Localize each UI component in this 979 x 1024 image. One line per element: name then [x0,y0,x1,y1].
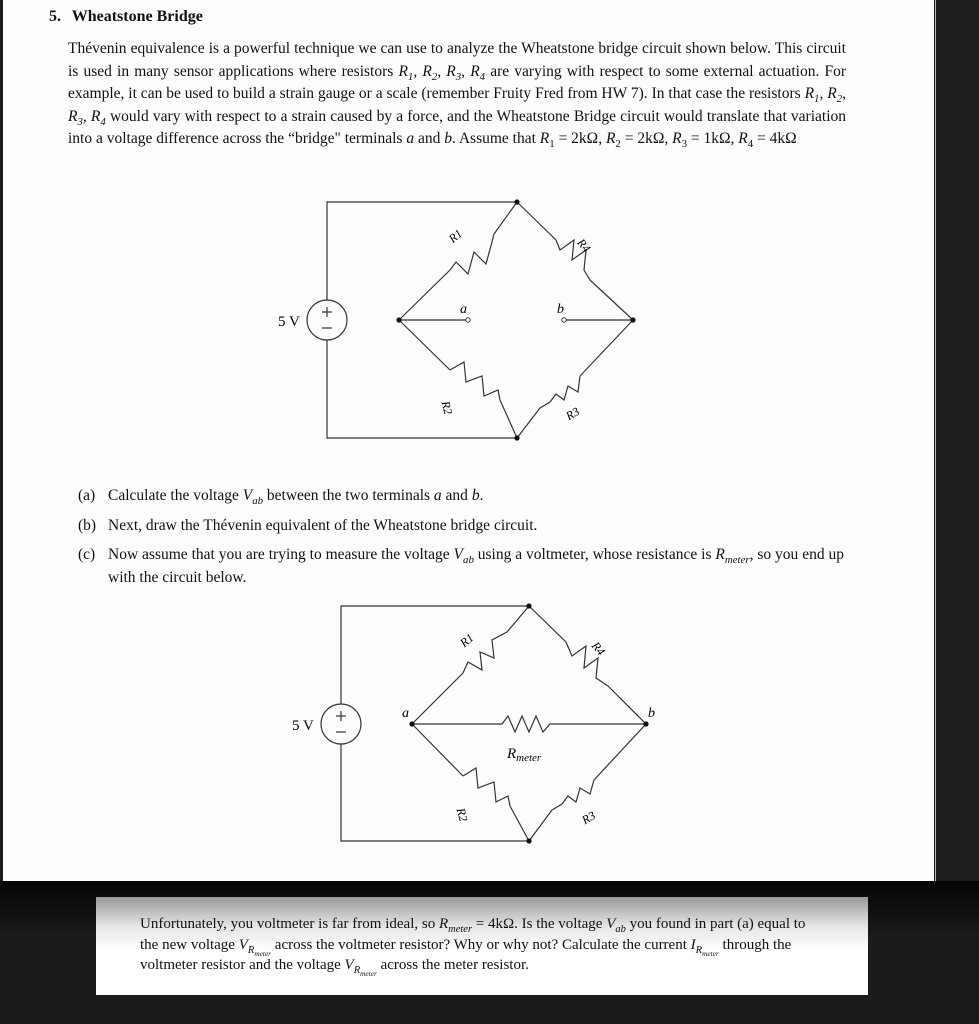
resistor-values: $R_1 = 2k\Omega$, $R_2 = 2k\Omega$, $R_3 = 1k\Omega$, $R_4 = 4k\Omega$ [539,130,797,151]
problem-title-text: Wheatstone Bridge [71,8,203,25]
source-label: 5 V [292,718,314,734]
vab-symbol: $V_{ab}$ [606,916,626,935]
voltmeter-note [96,897,868,995]
wheatstone-bridge-figure [260,190,660,450]
r3-label: R3 [579,808,598,828]
terminal-b-label: b [557,302,564,317]
terminal-a-label: a [460,302,467,317]
note-text-6: across the meter resistor. [376,957,529,973]
problem-number: 5. [49,8,61,25]
vab-symbol: $V_{ab}$ [242,487,264,508]
r3-label: R3 [563,404,582,424]
part-a-text-2: between the two terminals a and b. [263,487,484,504]
intro-text-2: are varying with respect to some external actuation. For example, it can be used to build a strain gauge or a scale (remember Fruity Fred from HW 7). In that case the resistors [68,62,847,103]
vab-symbol: $V_{ab}$ [453,546,474,567]
part-c-text-3: , so you end up with the circuit below. [108,546,844,586]
intro-text-3: would vary with respect to a strain caused by a force, and the Wheatstone Bridge circuit would translate that variation into a voltage difference across the “bridge" terminals [68,107,846,148]
resistor-list-1: $R_1$, $R_2$, $R_3$, $R_4$ [398,62,486,83]
rmeter-label: $R_{meter}$ [507,746,542,764]
question-parts [78,485,844,596]
part-a-label: (a) [78,487,96,504]
resistor-list-2: $R_1$, $R_2$, $R_3$, $R_4$ [68,85,847,128]
problem-title [49,8,203,26]
node-a-label: a [402,706,409,721]
part-c-text-2: using a voltmeter, whose resistance is [473,546,716,564]
rmeter-symbol: $R_{meter}$ [715,546,750,567]
note-text-1: Unfortunately, you voltmeter is far from ideal, so [140,916,439,932]
r4-label: R4 [574,235,594,256]
part-b-text: Next, draw the Thévenin equivalent of the Wheatstone bridge circuit. [108,516,538,534]
note-text-4: across the voltmeter resistor? Why or why not? Calculate the current [271,936,691,953]
problem-intro [68,38,846,151]
part-c-label: (c) [78,546,96,564]
r2-label: R2 [438,399,456,416]
r1-label: R1 [457,630,477,650]
rmeter-symbol: $R_{meter}$ [438,916,473,935]
note-text-2: = 4kΩ. Is the voltage [472,916,607,932]
part-a [78,485,844,508]
intro-text-1: Thévenin equivalence is a powerful technique we can use to analyze the Wheatstone bridge circuit shown below. This circuit is used in many sensor applications where resistors [68,40,846,80]
v-rmeter-symbol: $V_{R_{meter}}$ [344,957,377,979]
bridge-with-meter-figure [270,600,690,860]
note-text-5: through the voltmeter resistor and the voltage [140,936,792,973]
v-rmeter-symbol: $V_{R_{meter}}$ [238,936,272,958]
terminal-b-ref: b [444,130,452,148]
r4-label: R4 [588,638,609,659]
i-rmeter-symbol: $I_{R_{meter}}$ [690,936,719,958]
node-b-label: b [648,706,655,721]
part-a-text-1: Calculate the voltage [108,487,243,504]
r2-label: R2 [453,806,471,823]
part-b [78,515,844,538]
side-panel [935,0,979,881]
source-label: 5 V [278,314,300,330]
intro-and: and [414,130,445,148]
terminal-a-ref: a [406,130,415,148]
part-c [78,544,844,589]
part-b-label: (b) [78,516,97,534]
part-c-text-1: Now assume that you are trying to measure the voltage [108,546,454,564]
r1-label: R1 [445,226,466,246]
intro-text-4: . Assume that [451,130,540,148]
note-text-3: you found in part (a) equal to the new voltage [140,916,806,953]
